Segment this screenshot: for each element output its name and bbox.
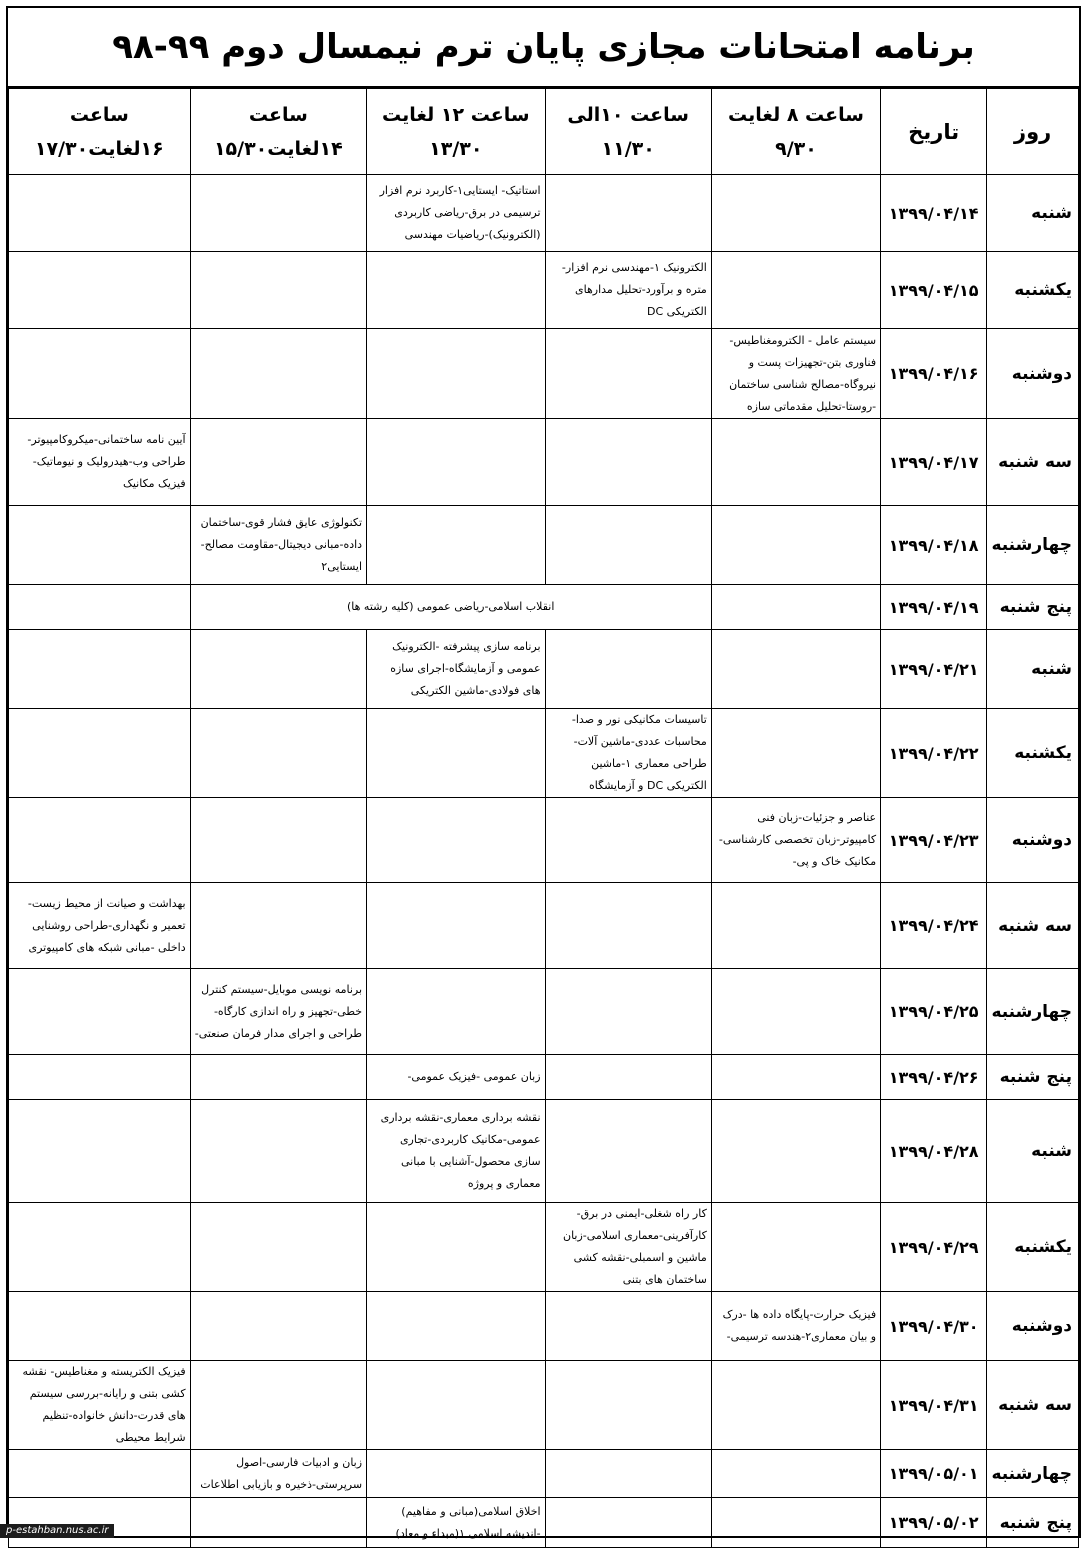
exam-cell-slot-4 bbox=[190, 1100, 366, 1203]
header-slot-2 bbox=[545, 89, 711, 175]
exam-cell-slot-4 bbox=[190, 883, 366, 969]
exam-cell-slot-1 bbox=[711, 1100, 880, 1203]
date-cell: ۱۳۹۹/۰۴/۲۶ bbox=[881, 1055, 987, 1100]
exam-cell-merged: انقلاب اسلامی-ریاضی عمومی (کلیه رشته ها) bbox=[190, 585, 711, 630]
day-cell: شنبه bbox=[987, 1100, 1079, 1203]
table-row bbox=[9, 1361, 1079, 1450]
date-cell: ۱۳۹۹/۰۵/۰۲ bbox=[881, 1498, 987, 1548]
exam-cell-slot-4 bbox=[190, 798, 366, 883]
exam-cell-slot-3 bbox=[367, 1450, 546, 1498]
exam-cell-slot-2 bbox=[545, 1498, 711, 1548]
exam-cell-slot-3 bbox=[367, 1361, 546, 1450]
date-cell: ۱۳۹۹/۰۴/۱۵ bbox=[881, 252, 987, 329]
table-row bbox=[9, 506, 1079, 585]
exam-cell-slot-1 bbox=[711, 175, 880, 252]
day-cell: پنج شنبه bbox=[987, 1498, 1079, 1548]
table-row bbox=[9, 252, 1079, 329]
exam-cell-slot-1 bbox=[711, 1361, 880, 1450]
exam-cell-slot-2: کار راه شغلی-ایمنی در برق-کارآفرینی-معماری اسلامی-زبان ماشین و اسمبلی-نقشه کشی ساختمان های بتنی bbox=[545, 1203, 711, 1292]
exam-cell-slot-4 bbox=[190, 630, 366, 709]
exam-cell-slot-2 bbox=[545, 1361, 711, 1450]
table-row bbox=[9, 175, 1079, 252]
exam-cell-slot-5 bbox=[9, 1498, 191, 1548]
exam-cell-slot-4 bbox=[190, 1203, 366, 1292]
exam-cell-slot-3 bbox=[367, 798, 546, 883]
site-watermark: p-estahban.nus.ac.ir bbox=[0, 1524, 114, 1538]
exam-cell-slot-2 bbox=[545, 419, 711, 506]
exam-cell-slot-5 bbox=[9, 709, 191, 798]
header-slot-5-line2: ۱۶لغایت۱۷/۳۰ bbox=[34, 137, 164, 160]
day-cell: سه شنبه bbox=[987, 883, 1079, 969]
exam-cell-slot-1 bbox=[711, 1498, 880, 1548]
header-slot-5 bbox=[9, 89, 191, 175]
table-row bbox=[9, 969, 1079, 1055]
table-row bbox=[9, 329, 1079, 419]
date-cell: ۱۳۹۹/۰۴/۱۴ bbox=[881, 175, 987, 252]
table-row bbox=[9, 1498, 1079, 1548]
exam-cell-slot-2 bbox=[545, 798, 711, 883]
exam-cell-slot-5 bbox=[9, 329, 191, 419]
exam-cell-slot-4 bbox=[190, 419, 366, 506]
day-cell: چهارشنبه bbox=[987, 506, 1079, 585]
exam-cell-slot-4 bbox=[190, 175, 366, 252]
exam-cell-slot-5 bbox=[9, 175, 191, 252]
exam-cell-slot-2 bbox=[545, 175, 711, 252]
day-cell: سه شنبه bbox=[987, 1361, 1079, 1450]
header-slot-2-line2: ۱۱/۳۰ bbox=[601, 137, 655, 160]
exam-cell-slot-3 bbox=[367, 1292, 546, 1361]
day-cell: سه شنبه bbox=[987, 419, 1079, 506]
exam-cell-slot-2 bbox=[545, 329, 711, 419]
header-row bbox=[9, 89, 1079, 175]
exam-cell-slot-5: آیین نامه ساختمانی-میکروکامپیوتر-طراحی وب-هیدرولیک و نیوماتیک-فیزیک مکانیک bbox=[9, 419, 191, 506]
exam-cell-slot-1 bbox=[711, 252, 880, 329]
exam-cell-slot-2 bbox=[545, 506, 711, 585]
exam-cell-slot-2 bbox=[545, 1450, 711, 1498]
header-slot-4 bbox=[190, 89, 366, 175]
table-row bbox=[9, 1055, 1079, 1100]
day-cell: دوشنبه bbox=[987, 1292, 1079, 1361]
exam-cell-slot-3 bbox=[367, 709, 546, 798]
date-cell: ۱۳۹۹/۰۴/۲۴ bbox=[881, 883, 987, 969]
day-cell: یکشنبه bbox=[987, 1203, 1079, 1292]
date-cell: ۱۳۹۹/۰۴/۲۳ bbox=[881, 798, 987, 883]
day-cell: دوشنبه bbox=[987, 329, 1079, 419]
exam-cell-slot-4 bbox=[190, 1361, 366, 1450]
header-slot-3 bbox=[367, 89, 546, 175]
exam-cell-slot-4 bbox=[190, 1292, 366, 1361]
exam-cell-slot-5 bbox=[9, 798, 191, 883]
exam-cell-slot-1 bbox=[711, 1055, 880, 1100]
exam-cell-slot-4 bbox=[190, 1055, 366, 1100]
schedule-body bbox=[9, 175, 1079, 1548]
page-title: برنامه امتحانات مجازی پایان ترم نیمسال دوم ۹۹-۹۸ bbox=[8, 8, 1079, 88]
exam-cell-slot-5 bbox=[9, 585, 191, 630]
day-cell: چهارشنبه bbox=[987, 1450, 1079, 1498]
date-cell: ۱۳۹۹/۰۴/۲۵ bbox=[881, 969, 987, 1055]
exam-cell-slot-3: نقشه برداری معماری-نقشه برداری عمومی-مکانیک کاربردی-تجاری سازی محصول-آشنایی با مبانی معماری و پروژه bbox=[367, 1100, 546, 1203]
date-cell: ۱۳۹۹/۰۴/۲۱ bbox=[881, 630, 987, 709]
day-cell: یکشنبه bbox=[987, 709, 1079, 798]
exam-cell-slot-5 bbox=[9, 1055, 191, 1100]
header-slot-3-line2: ۱۳/۳۰ bbox=[429, 137, 483, 160]
exam-cell-slot-1 bbox=[711, 1203, 880, 1292]
table-row bbox=[9, 709, 1079, 798]
exam-cell-slot-1 bbox=[711, 419, 880, 506]
exam-cell-slot-4 bbox=[190, 252, 366, 329]
exam-cell-slot-3 bbox=[367, 252, 546, 329]
exam-cell-slot-1 bbox=[711, 506, 880, 585]
exam-cell-slot-3: برنامه سازی پیشرفته -الکترونیک عمومی و آزمایشگاه-اجرای سازه های فولادی-ماشین الکتریکی bbox=[367, 630, 546, 709]
exam-cell-slot-1: سیستم عامل - الکترومغناطیس-فناوری بتن-تجهیزات پست و نیروگاه-مصالح شناسی ساختمان -روستا-تحلیل مقدماتی سازه bbox=[711, 329, 880, 419]
header-day: روز bbox=[987, 89, 1079, 175]
exam-cell-slot-2 bbox=[545, 1292, 711, 1361]
exam-cell-slot-1 bbox=[711, 883, 880, 969]
date-cell: ۱۳۹۹/۰۵/۰۱ bbox=[881, 1450, 987, 1498]
exam-cell-slot-3 bbox=[367, 419, 546, 506]
exam-cell-slot-3 bbox=[367, 969, 546, 1055]
table-row bbox=[9, 585, 1079, 630]
exam-cell-slot-1 bbox=[711, 1450, 880, 1498]
exam-cell-slot-1 bbox=[711, 709, 880, 798]
exam-cell-slot-4 bbox=[190, 1498, 366, 1548]
day-cell: یکشنبه bbox=[987, 252, 1079, 329]
table-row bbox=[9, 883, 1079, 969]
exam-cell-slot-3 bbox=[367, 1203, 546, 1292]
exam-cell-slot-5 bbox=[9, 252, 191, 329]
day-cell: شنبه bbox=[987, 175, 1079, 252]
exam-cell-slot-3: استاتیک- ایستایی۱-کاربرد نرم افزار ترسیمی در برق-ریاضی کاربردی (الکترونیک)-ریاضیات مهندسی bbox=[367, 175, 546, 252]
exam-cell-slot-2 bbox=[545, 1055, 711, 1100]
exam-cell-slot-2 bbox=[545, 969, 711, 1055]
exam-cell-slot-2 bbox=[545, 630, 711, 709]
header-slot-3-line1: ساعت ۱۲ لغایت bbox=[382, 103, 530, 126]
header-slot-1: ساعت ۸ لغایت ۹/۳۰ bbox=[711, 89, 880, 175]
date-cell: ۱۳۹۹/۰۴/۱۷ bbox=[881, 419, 987, 506]
exam-cell-slot-3 bbox=[367, 329, 546, 419]
day-cell: پنج شنبه bbox=[987, 1055, 1079, 1100]
date-cell: ۱۳۹۹/۰۴/۳۱ bbox=[881, 1361, 987, 1450]
header-slot-5-line1: ساعت bbox=[69, 103, 129, 126]
exam-cell-slot-1: عناصر و جزئیات-زبان فنی کامپیوتر-زبان تخصصی کارشناسی-مکانیک خاک و پی- bbox=[711, 798, 880, 883]
exam-cell-slot-5 bbox=[9, 506, 191, 585]
exam-cell-slot-5 bbox=[9, 1203, 191, 1292]
table-row bbox=[9, 419, 1079, 506]
table-row bbox=[9, 1203, 1079, 1292]
header-date: تاریخ bbox=[881, 89, 987, 175]
date-cell: ۱۳۹۹/۰۴/۲۲ bbox=[881, 709, 987, 798]
date-cell: ۱۳۹۹/۰۴/۱۹ bbox=[881, 585, 987, 630]
exam-cell-slot-1: فیزیک حرارت-پایگاه داده ها -درک و بیان معماری۲-هندسه ترسیمی- bbox=[711, 1292, 880, 1361]
day-cell: پنج شنبه bbox=[987, 585, 1079, 630]
table-row bbox=[9, 1292, 1079, 1361]
exam-cell-slot-2: تاسیسات مکانیکی نور و صدا-محاسبات عددی-ماشین آلات-طراحی معماری ۱-ماشین الکتریکی DC و آزمایشگاه bbox=[545, 709, 711, 798]
date-cell: ۱۳۹۹/۰۴/۳۰ bbox=[881, 1292, 987, 1361]
exam-cell-slot-3 bbox=[367, 506, 546, 585]
exam-cell-slot-5 bbox=[9, 1292, 191, 1361]
exam-cell-slot-3: اخلاق اسلامی(مبانی و مفاهیم) -اندیشه اسلامی ۱(مبداء و معاد) bbox=[367, 1498, 546, 1548]
date-cell: ۱۳۹۹/۰۴/۲۹ bbox=[881, 1203, 987, 1292]
exam-cell-slot-4: برنامه نویسی موبایل-سیستم کنترل خطی-تجهیز و راه اندازی کارگاه-طراحی و اجرای مدار فرمان صنعتی- bbox=[190, 969, 366, 1055]
exam-cell-slot-4 bbox=[190, 709, 366, 798]
exam-cell-slot-2 bbox=[545, 883, 711, 969]
day-cell: چهارشنبه bbox=[987, 969, 1079, 1055]
table-row bbox=[9, 630, 1079, 709]
date-cell: ۱۳۹۹/۰۴/۱۶ bbox=[881, 329, 987, 419]
date-cell: ۱۳۹۹/۰۴/۱۸ bbox=[881, 506, 987, 585]
exam-cell-slot-3 bbox=[367, 883, 546, 969]
table-row bbox=[9, 798, 1079, 883]
header-slot-4-line1: ساعت bbox=[248, 103, 308, 126]
exam-cell-slot-1 bbox=[711, 585, 880, 630]
header-slot-2-line1: ساعت ۱۰الی bbox=[567, 103, 689, 126]
exam-cell-slot-5: فیزیک الکتریسته و مغناطیس- نقشه کشی بتنی و رایانه-بررسی سیستم های قدرت-دانش خانواده-تنظیم شرایط محیطی bbox=[9, 1361, 191, 1450]
exam-cell-slot-1 bbox=[711, 969, 880, 1055]
exam-cell-slot-2 bbox=[545, 1100, 711, 1203]
exam-cell-slot-1 bbox=[711, 630, 880, 709]
exam-cell-slot-5 bbox=[9, 1450, 191, 1498]
exam-cell-slot-4: تکنولوژی عایق فشار قوی-ساختمان داده-مبانی دیجیتال-مقاومت مصالح-ایستایی۲ bbox=[190, 506, 366, 585]
day-cell: دوشنبه bbox=[987, 798, 1079, 883]
header-slot-4-line2: ۱۴لغایت۱۵/۳۰ bbox=[213, 137, 343, 160]
exam-cell-slot-4: زبان و ادبیات فارسی-اصول سرپرستی-ذخیره و بازیابی اطلاعات bbox=[190, 1450, 366, 1498]
table-row bbox=[9, 1450, 1079, 1498]
exam-cell-slot-5 bbox=[9, 1100, 191, 1203]
table-row bbox=[9, 1100, 1079, 1203]
schedule-sheet bbox=[6, 6, 1081, 1538]
day-cell: شنبه bbox=[987, 630, 1079, 709]
exam-cell-slot-5 bbox=[9, 630, 191, 709]
exam-cell-slot-2: الکترونیک ۱-مهندسی نرم افزار-متره و برآورد-تحلیل مدارهای الکتریکی DC bbox=[545, 252, 711, 329]
exam-schedule-table bbox=[8, 88, 1079, 1548]
exam-cell-slot-5: بهداشت و صیانت از محیط زیست-تعمیر و نگهداری-طراحی روشنایی داخلی -مبانی شبکه های کامپیوتری bbox=[9, 883, 191, 969]
exam-cell-slot-4 bbox=[190, 329, 366, 419]
date-cell: ۱۳۹۹/۰۴/۲۸ bbox=[881, 1100, 987, 1203]
exam-cell-slot-3: زبان عمومی -فیزیک عمومی- bbox=[367, 1055, 546, 1100]
exam-cell-slot-5 bbox=[9, 969, 191, 1055]
